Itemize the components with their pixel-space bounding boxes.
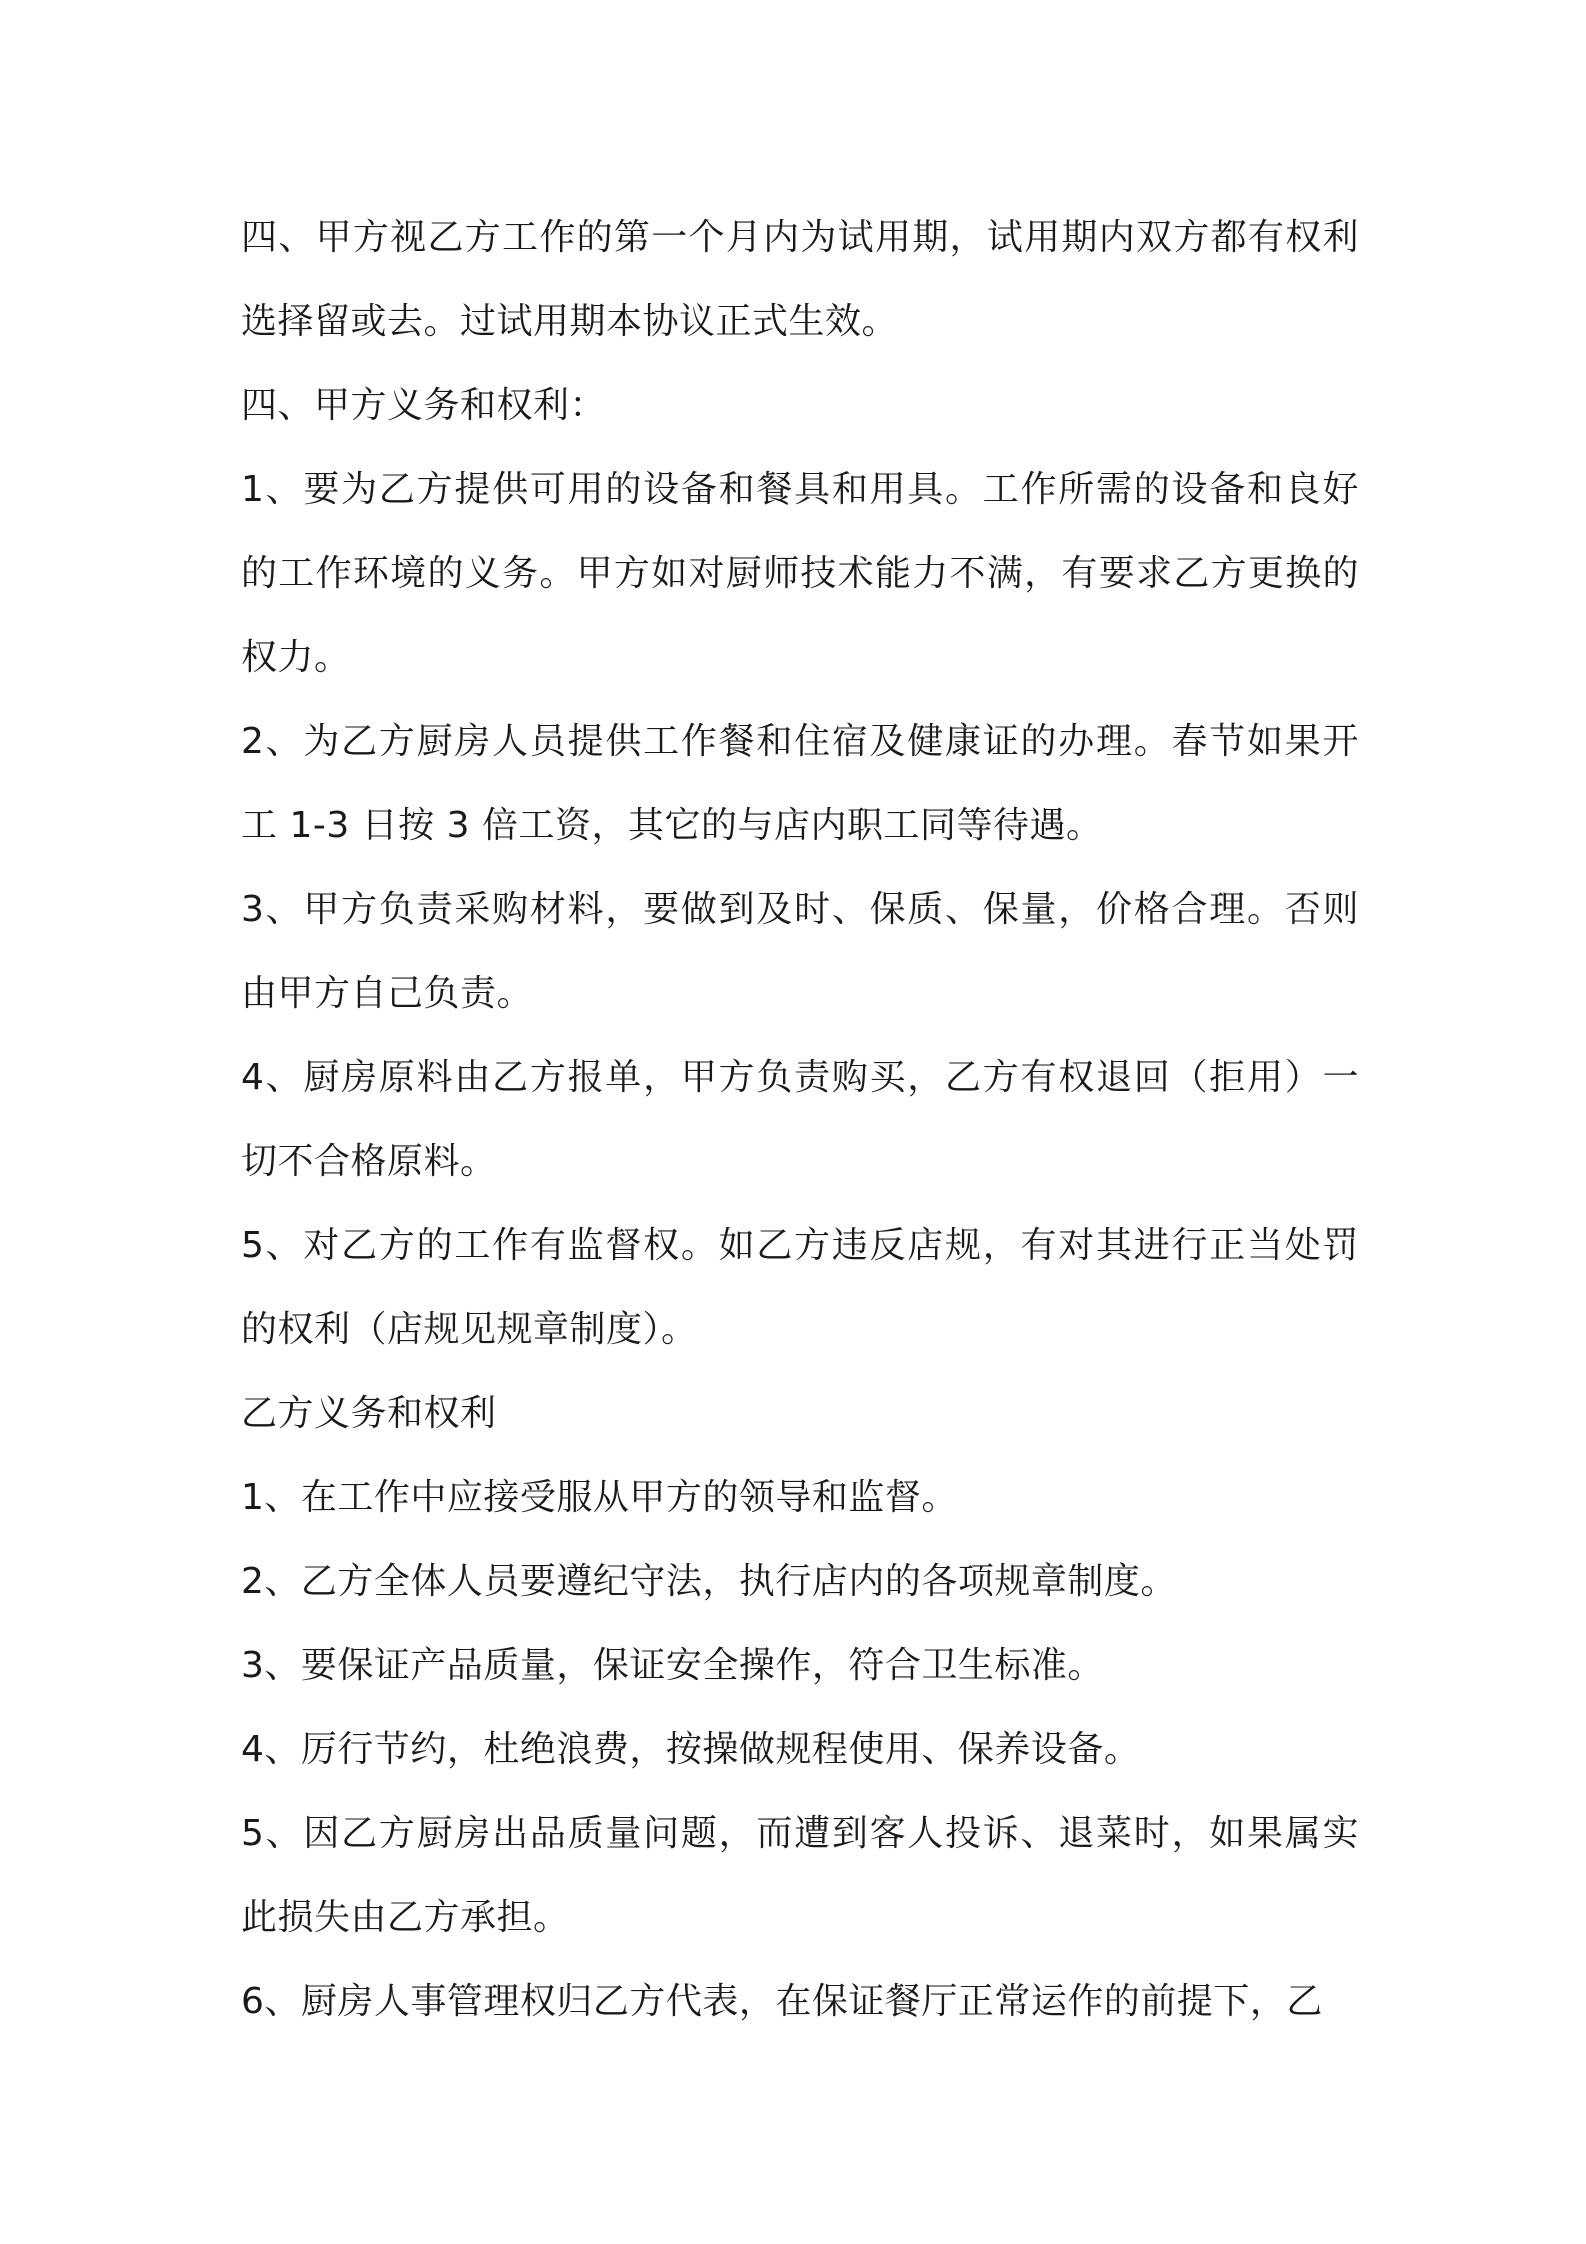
paragraph-b-item-6: 6、厨房人事管理权归乙方代表，在保证餐厅正常运作的前提下，乙 xyxy=(241,1981,1323,2022)
paragraph-a-item-3: 3、甲方负责采购材料，要做到及时、保质、保量，价格合理。否则由甲方自己负责。 xyxy=(241,889,1359,1014)
paragraph-a-item-5: 5、对乙方的工作有监督权。如乙方违反店规，有对其进行正当处罚的权利（店规见规章制度）。 xyxy=(241,1225,1359,1350)
paragraph-a-item-2: 2、为乙方厨房人员提供工作餐和住宿及健康证的办理。春节如果开工 1-3 日按 3 倍工资，其它的与店内职工同等待遇。 xyxy=(241,721,1359,846)
document-body xyxy=(241,196,1359,2044)
paragraph-probation: 四、甲方视乙方工作的第一个月内为试用期，试用期内双方都有权利选择留或去。过试用期本协议正式生效。 xyxy=(241,217,1359,342)
paragraph-a-item-1: 1、要为乙方提供可用的设备和餐具和用具。工作所需的设备和良好的工作环境的义务。甲方如对厨师技术能力不满，有要求乙方更换的权力。 xyxy=(241,469,1359,678)
paragraph-b-item-1: 1、在工作中应接受服从甲方的领导和监督。 xyxy=(241,1477,958,1518)
heading-party-b-duties: 乙方义务和权利 xyxy=(241,1393,497,1434)
paragraph-b-item-2: 2、乙方全体人员要遵纪守法，执行店内的各项规章制度。 xyxy=(241,1561,1177,1602)
paragraph-a-item-4: 4、厨房原料由乙方报单，甲方负责购买，乙方有权退回（拒用）一切不合格原料。 xyxy=(241,1057,1359,1182)
paragraph-b-item-5: 5、因乙方厨房出品质量问题，而遭到客人投诉、退菜时，如果属实此损失由乙方承担。 xyxy=(241,1813,1359,1938)
paragraph-b-item-3: 3、要保证产品质量，保证安全操作，符合卫生标准。 xyxy=(241,1645,1104,1686)
paragraph-b-item-4: 4、厉行节约，杜绝浪费，按操做规程使用、保养设备。 xyxy=(241,1729,1141,1770)
heading-party-a-duties: 四、甲方义务和权利： xyxy=(241,385,607,426)
